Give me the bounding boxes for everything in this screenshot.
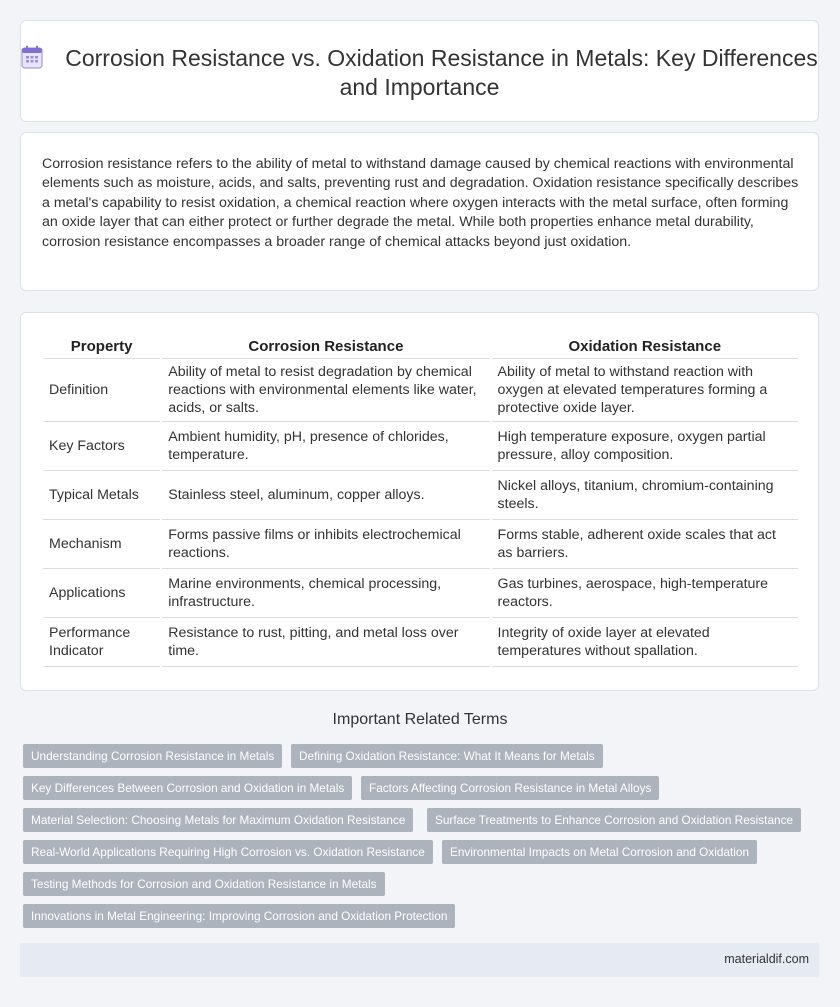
row-oxidation: Gas turbines, aerospace, high-temperature reactors. bbox=[492, 569, 798, 618]
row-corrosion: Resistance to rust, pitting, and metal loss over time. bbox=[162, 618, 489, 667]
row-property: Definition bbox=[43, 359, 160, 422]
row-property: Applications bbox=[43, 569, 160, 618]
table-row bbox=[43, 422, 798, 471]
row-corrosion: Ability of metal to resist degradation by chemical reactions with environmental elements like water, acids, or salts. bbox=[162, 359, 489, 422]
row-oxidation: Integrity of oxide layer at elevated temperatures without spallation. bbox=[492, 618, 798, 667]
related-term-link[interactable]: Real-World Applications Requiring High Corrosion vs. Oxidation Resistance bbox=[23, 840, 433, 864]
row-oxidation: Ability of metal to withstand reaction with oxygen at elevated temperatures forming a protective oxide layer. bbox=[492, 359, 798, 422]
row-property: Typical Metals bbox=[43, 471, 160, 520]
row-corrosion: Ambient humidity, pH, presence of chlorides, temperature. bbox=[162, 422, 489, 471]
related-term-link[interactable]: Defining Oxidation Resistance: What It Means for Metals bbox=[291, 744, 603, 768]
row-oxidation: Nickel alloys, titanium, chromium-containing steels. bbox=[492, 471, 798, 520]
comparison-table bbox=[41, 334, 800, 667]
related-term-link[interactable]: Innovations in Metal Engineering: Improving Corrosion and Oxidation Protection bbox=[23, 904, 455, 928]
table-row bbox=[43, 569, 798, 618]
table-row bbox=[43, 520, 798, 569]
row-property: Mechanism bbox=[43, 520, 160, 569]
calendar-icon bbox=[21, 45, 43, 69]
header-property: Property bbox=[43, 334, 160, 359]
row-oxidation: High temperature exposure, oxygen partial pressure, alloy composition. bbox=[492, 422, 798, 471]
page-title: Corrosion Resistance vs. Oxidation Resistance in Metals: Key Differences and Importance bbox=[65, 45, 818, 100]
related-term-link[interactable]: Key Differences Between Corrosion and Oxidation in Metals bbox=[23, 776, 352, 800]
row-oxidation: Forms stable, adherent oxide scales that act as barriers. bbox=[492, 520, 798, 569]
page-title-wrap bbox=[21, 44, 818, 102]
table-row bbox=[43, 618, 798, 667]
footer bbox=[20, 943, 819, 977]
header-card bbox=[20, 20, 819, 122]
header-corrosion: Corrosion Resistance bbox=[162, 334, 489, 359]
header-oxidation: Oxidation Resistance bbox=[492, 334, 798, 359]
related-term-link[interactable]: Factors Affecting Corrosion Resistance in Metal Alloys bbox=[361, 776, 659, 800]
related-term-link[interactable]: Material Selection: Choosing Metals for Maximum Oxidation Resistance bbox=[23, 808, 413, 832]
related-term-link[interactable]: Environmental Impacts on Metal Corrosion and Oxidation bbox=[442, 840, 757, 864]
related-terms-title: Important Related Terms bbox=[332, 711, 508, 728]
table-row bbox=[43, 359, 798, 422]
related-term-link[interactable]: Understanding Corrosion Resistance in Metals bbox=[23, 744, 282, 768]
row-corrosion: Marine environments, chemical processing, infrastructure. bbox=[162, 569, 489, 618]
related-term-link[interactable]: Surface Treatments to Enhance Corrosion and Oxidation Resistance bbox=[427, 808, 801, 832]
related-term-link[interactable]: Testing Methods for Corrosion and Oxidation Resistance in Metals bbox=[23, 872, 385, 896]
table-header-row bbox=[43, 334, 798, 359]
row-property: Performance Indicator bbox=[43, 618, 160, 667]
intro-paragraph: Corrosion resistance refers to the ability of metal to withstand damage caused by chemical reactions with environmental elements such as moisture, acids, and salts, preventing rust and degradation. Oxidation resistance specifically describes a metal's capability to resist oxidation, a chemical reaction where oxygen interacts with the metal surface, often forming an oxide layer that can either protect or further degrade the metal. While both properties enhance metal durability, corrosion resistance encompasses a broader range of chemical attacks beyond just oxidation. bbox=[42, 156, 799, 250]
row-corrosion: Stainless steel, aluminum, copper alloys. bbox=[162, 471, 489, 520]
intro-card bbox=[20, 132, 819, 291]
footer-site-name: materialdif.com bbox=[724, 952, 809, 966]
row-property: Key Factors bbox=[43, 422, 160, 471]
table-row bbox=[43, 471, 798, 520]
row-corrosion: Forms passive films or inhibits electrochemical reactions. bbox=[162, 520, 489, 569]
comparison-table-card bbox=[20, 312, 819, 691]
